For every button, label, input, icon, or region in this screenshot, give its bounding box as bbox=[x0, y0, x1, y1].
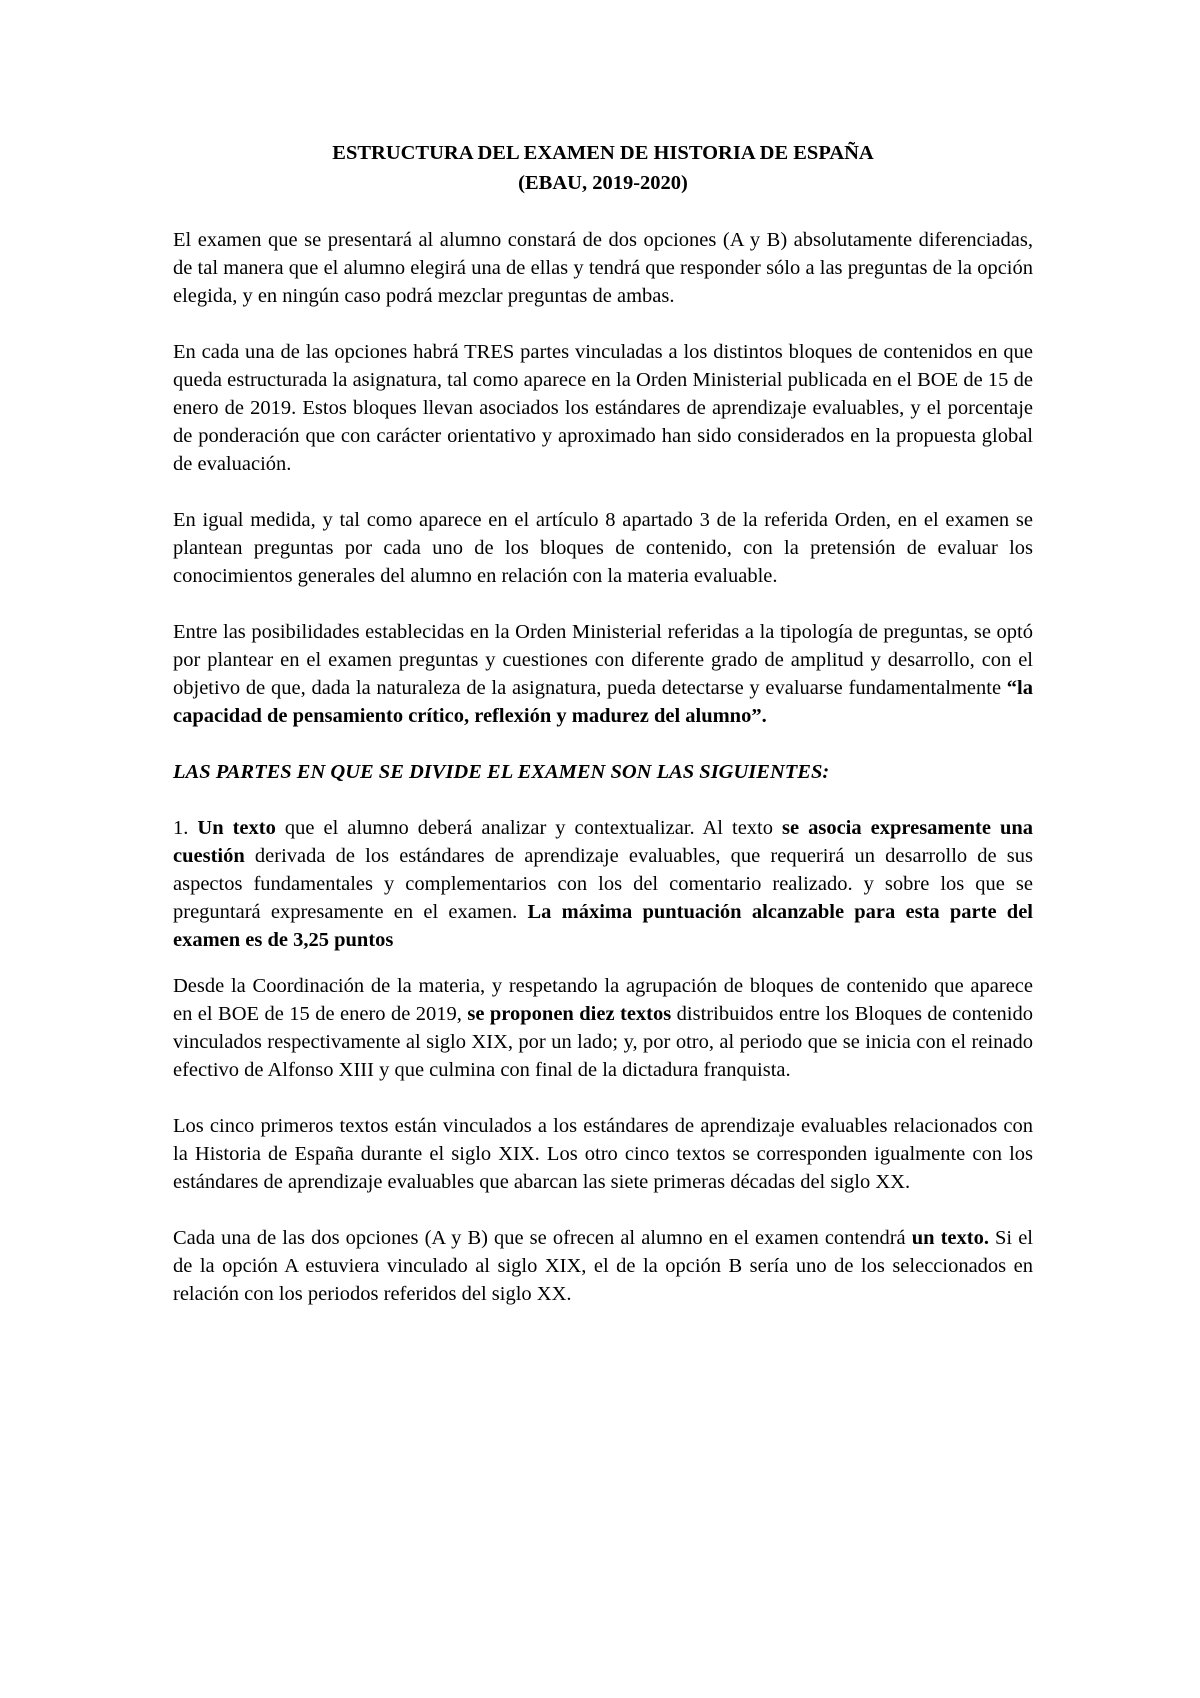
paragraph-text: derivada de los estándares de aprendizaje evaluables, que requerirá un desarrollo de sus aspectos fundamentales y complementarios con los del comentario realizado. y sobre los que se preguntará expresamente en el examen. bbox=[173, 845, 1033, 923]
paragraph-text: Desde la Coordinación de la materia, y respetando la agrupación de bloques de contenido que aparece en el BOE de 15 de enero de 2019, bbox=[173, 975, 1033, 1025]
bold-emphasis: se asocia expresamente una cuestión bbox=[173, 817, 1033, 867]
section-heading: LAS PARTES EN QUE SE DIVIDE EL EXAMEN SON LAS SIGUIENTES: bbox=[173, 761, 830, 783]
paragraph-question-typology bbox=[173, 618, 1033, 730]
paragraph-intro-options: El examen que se presentará al alumno constará de dos opciones (A y B) absolutamente diferenciadas, de tal manera que el alumno elegirá una de ellas y tendrá que responder sólo a las preguntas de la opción elegida, y en ningún caso podrá mezclar preguntas de ambas. bbox=[173, 229, 1033, 307]
bold-emphasis: un texto. bbox=[911, 1227, 989, 1249]
paragraph-text: que el alumno deberá analizar y contextualizar. Al texto bbox=[275, 817, 783, 839]
title-line-1: ESTRUCTURA DEL EXAMEN DE HISTORIA DE ESPAÑA bbox=[332, 142, 874, 164]
paragraph-ten-texts bbox=[173, 972, 1033, 1084]
title-line-2: (EBAU, 2019-2020) bbox=[518, 172, 688, 194]
paragraph-option-texts bbox=[173, 1224, 1033, 1308]
document-title bbox=[173, 138, 1033, 198]
bold-emphasis: Un texto bbox=[197, 817, 276, 839]
list-number: 1. bbox=[173, 817, 198, 839]
paragraph-article-8: En igual medida, y tal como aparece en el artículo 8 apartado 3 de la referida Orden, en el examen se plantean preguntas por cada uno de los bloques de contenido, con la pretensión de evaluar los conocimientos generales del alumno en relación con la materia evaluable. bbox=[173, 509, 1033, 587]
bold-emphasis: La máxima puntuación alcanzable para esta parte del examen es de 3,25 puntos bbox=[173, 901, 1033, 951]
paragraph-text: Cada una de las dos opciones (A y B) que se ofrecen al alumno en el examen contendrá bbox=[173, 1227, 912, 1249]
paragraph-text: distribuidos entre los Bloques de contenido vinculados respectivamente al siglo XIX, por un lado; y, por otro, al periodo que se inicia con el reinado efectivo de Alfonso XIII y que culmina con final de la dictadura franquista. bbox=[173, 1003, 1033, 1081]
document-page bbox=[173, 138, 1033, 1336]
bold-emphasis: se proponen diez textos bbox=[467, 1003, 672, 1025]
paragraph-part-1 bbox=[173, 814, 1033, 954]
paragraph-text: Entre las posibilidades establecidas en la Orden Ministerial referidas a la tipología de preguntas, se optó por plantear en el examen preguntas y cuestiones con diferente grado de amplitud y desarrollo, con el objetivo de que, dada la naturaleza de la asignatura, pueda detectarse y evaluarse fundamentalmente bbox=[173, 621, 1033, 699]
paragraph-text: Si el de la opción A estuviera vinculado al siglo XIX, el de la opción B sería uno de los seleccionados en relación con los periodos referidos del siglo XX. bbox=[173, 1227, 1033, 1305]
paragraph-five-texts: Los cinco primeros textos están vinculados a los estándares de aprendizaje evaluables relacionados con la Historia de España durante el siglo XIX. Los otro cinco textos se corresponden igualmente con los estándares de aprendizaje evaluables que abarcan las siete primeras décadas del siglo XX. bbox=[173, 1115, 1033, 1193]
bold-emphasis: “la capacidad de pensamiento crítico, reflexión y madurez del alumno”. bbox=[173, 677, 1033, 727]
paragraph-three-parts: En cada una de las opciones habrá TRES partes vinculadas a los distintos bloques de contenidos en que queda estructurada la asignatura, tal como aparece en la Orden Ministerial publicada en el BOE de 15 de enero de 2019. Estos bloques llevan asociados los estándares de aprendizaje evaluables, y el porcentaje de ponderación que con carácter orientativo y aproximado han sido considerados en la propuesta global de evaluación. bbox=[173, 341, 1033, 475]
